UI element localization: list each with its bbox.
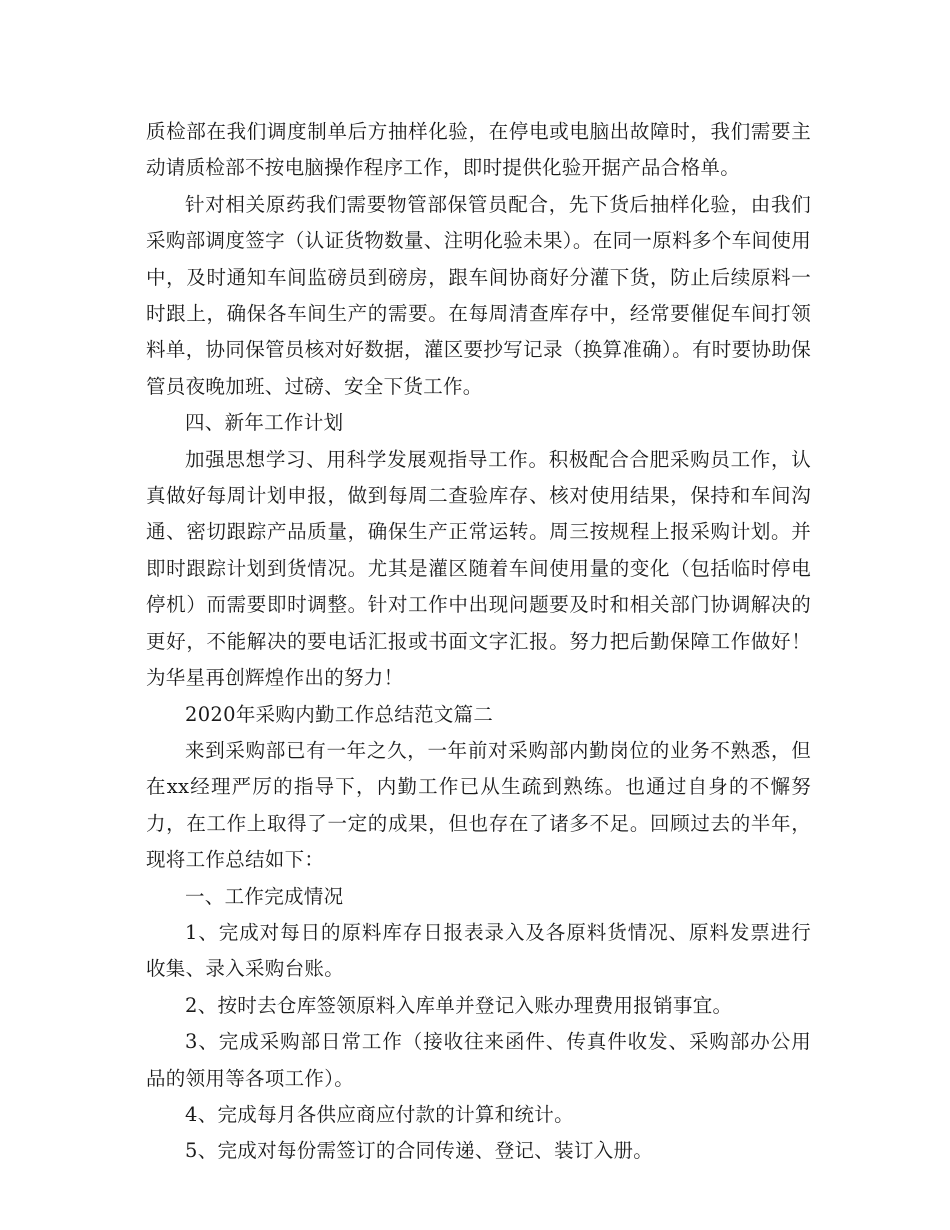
section-heading: 四、新年工作计划 — [185, 411, 344, 435]
paragraph: 来到采购部已有一年之久，一年前对采购部内勤岗位的业务不熟悉，但在xx经理严厉的指导下，内勤工作已从生疏到熟练。也通过自身的不懈努力，在工作上取得了一定的成果，但也存在了诸多不足。回顾过去的半年，现将工作总结如下： — [146, 738, 811, 872]
section-heading: 一、工作完成情况 — [185, 884, 344, 908]
document-body — [146, 114, 811, 1170]
paragraph: 质检部在我们调度制单后方抽样化验，在停电或电脑出故障时，我们需要主动请质检部不按电脑操作程序工作，即时提供化验开据产品合格单。 — [146, 120, 811, 180]
paragraph: 加强思想学习、用科学发展观指导工作。积极配合合肥采购员工作，认真做好每周计划申报，做到每周二查验库存、核对使用结果，保持和车间沟通、密切跟踪产品质量，确保生产正常运转。周三按规程上报采购计划。并即时跟踪计划到货情况。尤其是灌区随着车间使用量的变化（包括临时停电停机）而需要即时调整。针对工作中出现问题要及时和相关部门协调解决的更好，不能解决的要电话汇报或书面文字汇报。努力把后勤保障工作做好！为华星再创辉煌作出的努力！ — [146, 447, 811, 690]
article-title: 2020年采购内勤工作总结范文篇二 — [185, 702, 494, 726]
list-item: 4、完成每月各供应商应付款的计算和统计。 — [185, 1102, 574, 1126]
list-item: 1、完成对每日的原料库存日报表录入及各原料货情况、原料发票进行收集、录入采购台账。 — [146, 920, 811, 981]
list-item: 3、完成采购部日常工作（接收往来函件、传真件收发、采购部办公用品的领用等各项工作）。 — [146, 1030, 811, 1090]
list-item: 2、按时去仓库签领原料入库单并登记入账办理费用报销事宜。 — [185, 993, 733, 1017]
paragraph: 针对相关原药我们需要物管部保管员配合，先下货后抽样化验，由我们采购部调度签字（认证货物数量、注明化验未果）。在同一原料多个车间使用中，及时通知车间监磅员到磅房，跟车间协商好分灌下货，防止后续原料一时跟上，确保各车间生产的需要。在每周清查库存中，经常要催促车间打领料单，协同保管员核对好数据，灌区要抄写记录（换算准确）。有时要协助保管员夜晚加班、过磅、安全下货工作。 — [146, 192, 811, 398]
list-item: 5、完成对每份需签订的合同传递、登记、装订入册。 — [185, 1139, 654, 1163]
